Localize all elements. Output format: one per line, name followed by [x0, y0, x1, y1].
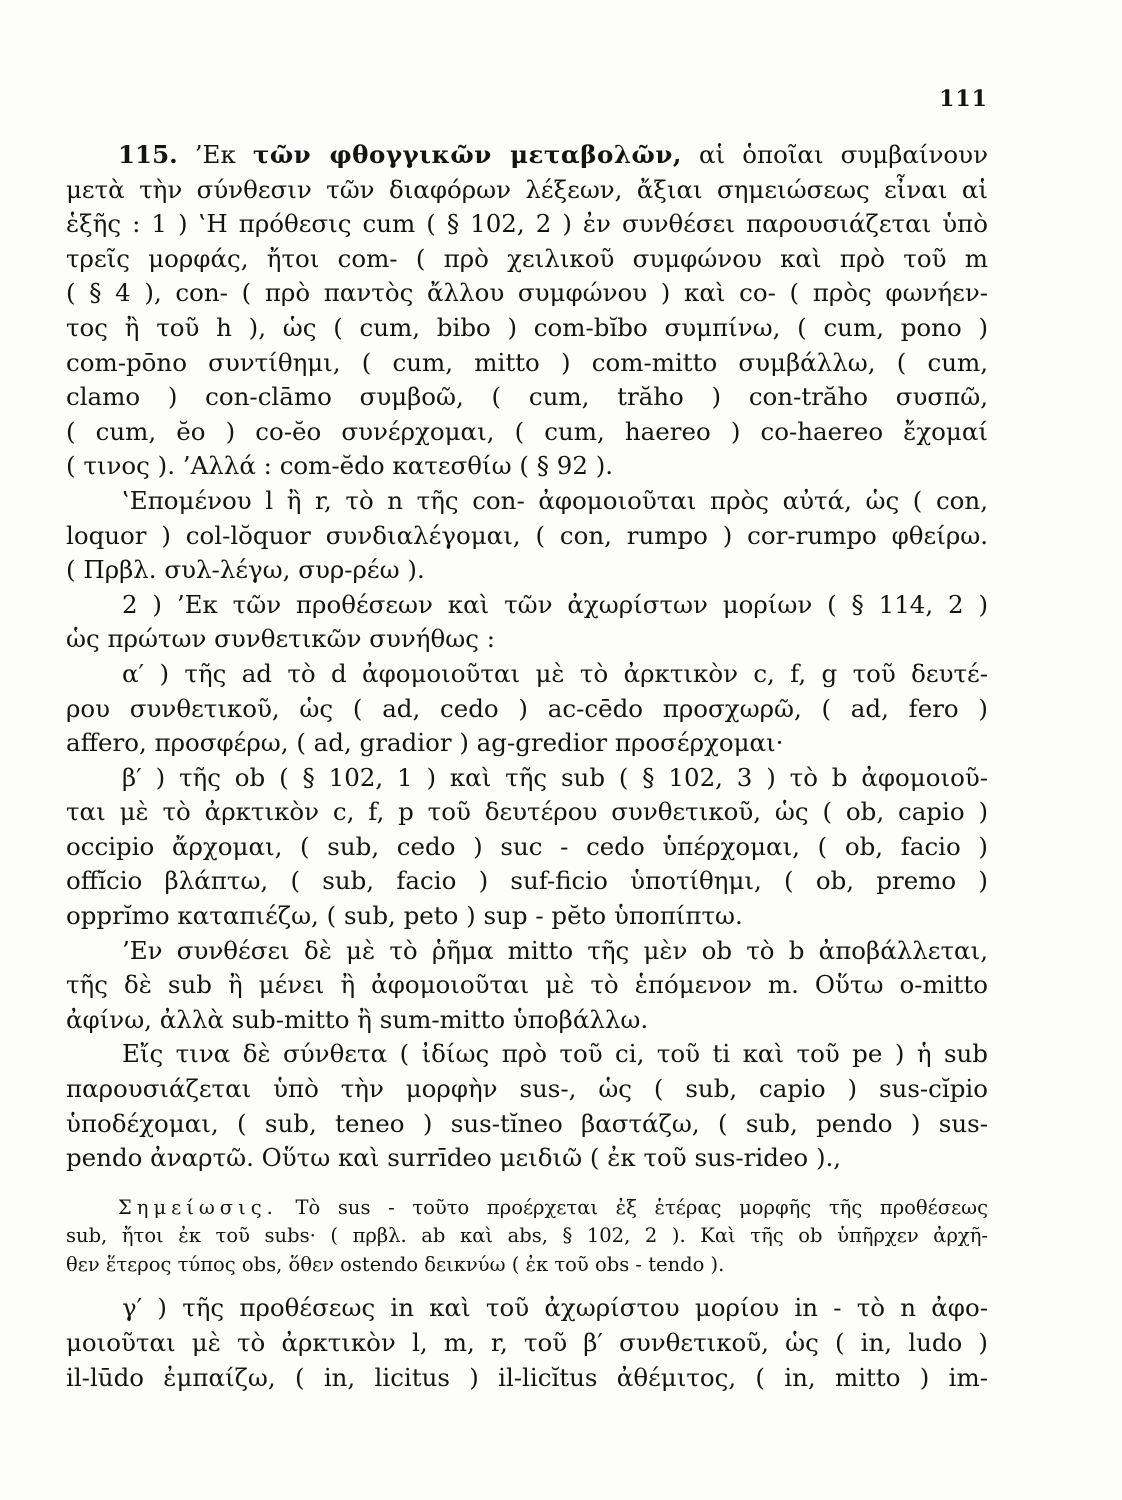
- text-line: ὡς πρώτων συνθετικῶν συνήθως :: [66, 624, 495, 654]
- text-line: ‛Επομένου l ἢ r, τὸ n τῆς con- ἀφομοιοῦται πρὸς αὐτά, ὡς ( con,: [122, 485, 988, 515]
- text-line: offĭcio βλάπτω, ( sub, facio ) suf-ficio ὑποτίθημι, ( ob, premo ): [66, 866, 988, 896]
- note-line: θεν ἕτερος τύπος obs, ὅθεν ostendo δεικνύω ( ἐκ τοῦ obs - tendo ).: [66, 1252, 725, 1276]
- note-line: sub, ἤτοι ἐκ τοῦ subs· ( πρβλ. ab καὶ abs, § 102, 2 ). Καὶ τῆς ob ὑπῆρχεν ἀρχῆ-: [66, 1224, 988, 1248]
- text-line: affero, προσφέρω, ( ad, gradior ) ag-gredior προσέρχομαι·: [66, 728, 784, 758]
- text-line: ρου συνθετικοῦ, ὡς ( ad, cedo ) ac-cēdo προσχωρῶ, ( ad, fero ): [66, 693, 988, 723]
- text-line: τος ἢ τοῦ h ), ὡς ( cum, bibo ) com-bĭbo συμπίνω, ( cum, pono ): [66, 312, 988, 342]
- text-line: β′ ) τῆς ob ( § 102, 1 ) καὶ τῆς sub ( § 102, 3 ) τὸ b ἀφομοιοῦ-: [122, 762, 988, 792]
- section-number: 115.: [118, 140, 178, 169]
- text-line: α′ ) τῆς ad τὸ d ἀφομοιοῦται μὲ τὸ ἀρκτικὸν c, f, g τοῦ δευτέ-: [122, 658, 988, 688]
- text-line: τῆς δὲ sub ἢ μένει ἢ ἀφομοιοῦται μὲ τὸ ἑπόμενον m. Οὕτω o-mitto: [66, 970, 988, 1000]
- text-line: ( τινος ). ’Αλλά : com-ĕdo κατεσθίω ( § 92 ).: [66, 451, 614, 481]
- heading-prefix: ’Εκ: [194, 140, 236, 169]
- text-line: ἑξῆς : 1 ) ‛Η πρόθεσις cum ( § 102, 2 ) ἐν συνθέσει παρουσιάζεται ὑπὸ: [66, 209, 988, 239]
- text-line: clamo ) con-clāmo συμβοῶ, ( cum, trăho ) con-trăho συσπῶ,: [66, 382, 988, 412]
- text-line: ὑποδέχομαι, ( sub, teneo ) sus-tĭneo βαστάζω, ( sub, pendo ) sus-: [66, 1108, 988, 1138]
- text-line: μετὰ τὴν σύνθεσιν τῶν διαφόρων λέξεων, ἄξιαι σημειώσεως εἶναι αἱ: [66, 174, 988, 204]
- text-line: τρεῖς μορφάς, ἤτοι com- ( πρὸ χειλικοῦ συμφώνου καὶ πρὸ τοῦ m: [66, 243, 988, 273]
- text-line: ( Πρβλ. συλ-λέγω, συρ-ρέω ).: [66, 555, 425, 585]
- text-line: ἀφίνω, ἀλλὰ sub-mitto ἢ sum-mitto ὑποβάλλω.: [66, 1004, 649, 1034]
- note-label: Σημείωσις.: [118, 1195, 278, 1219]
- text-line: ’Εν συνθέσει δὲ μὲ τὸ ῥῆμα mitto τῆς μὲν ob τὸ b ἀποβάλλεται,: [122, 935, 988, 965]
- text-line: Εἴς τινα δὲ σύνθετα ( ἰδίως πρὸ τοῦ ci, τοῦ ti καὶ τοῦ pe ) ἡ sub: [122, 1039, 988, 1069]
- text-line: 2 ) ’Εκ τῶν προθέσεων καὶ τῶν ἀχωρίστων μορίων ( § 114, 2 ): [122, 589, 988, 619]
- note-text: Τὸ sus - τοῦτο προέρχεται ἐξ ἑτέρας μορφῆς τῆς προθέσεως: [295, 1195, 988, 1219]
- section-heading-line: [66, 138, 988, 173]
- note-line: [66, 1194, 988, 1223]
- text-line: pendo ἀναρτῶ. Οὕτω καὶ surrīdeo μειδιῶ ( ἐκ τοῦ sus-rideo ).,: [66, 1143, 842, 1173]
- text-line: ται μὲ τὸ ἀρκτικὸν c, f, p τοῦ δευτέρου συνθετικοῦ, ὡς ( ob, capio ): [66, 797, 988, 827]
- text-line: μοιοῦται μὲ τὸ ἀρκτικὸν l, m, r, τοῦ β′ συνθετικοῦ, ὡς ( in, ludo ): [66, 1327, 988, 1357]
- main-text: [66, 138, 988, 1395]
- text-line: ( § 4 ), con- ( πρὸ παντὸς ἄλλου συμφώνου ) καὶ co- ( πρὸς φωνήεν-: [66, 278, 988, 308]
- text-line: loquor ) col-lŏquor συνδιαλέγομαι, ( con, rumpo ) cor-rumpo φθείρω.: [66, 520, 988, 550]
- text-line: γ′ ) τῆς προθέσεως in καὶ τοῦ ἀχωρίστου μορίου in - τὸ n ἀφο-: [122, 1293, 988, 1323]
- text-line: occipio ἄρχομαι, ( sub, cedo ) suc - cedo ὑπέρχομαι, ( ob, facio ): [66, 831, 988, 861]
- section-title: τῶν φθογγικῶν μεταβολῶν,: [252, 140, 682, 169]
- text-line: opprĭmo καταπιέζω, ( sub, peto ) sup - pĕto ὑποπίπτω.: [66, 901, 743, 931]
- text-line: il-lūdo ἐμπαίζω, ( in, licitus ) il-licĭtus ἀθέμιτος, ( in, mitto ) im-: [66, 1362, 988, 1392]
- heading-rest: αἱ ὁποῖαι συμβαίνουν: [698, 140, 988, 169]
- text-line: com-pōno συντίθημι, ( cum, mitto ) com-mitto συμβάλλω, ( cum,: [66, 347, 988, 377]
- page-number: 111: [939, 86, 988, 112]
- text-line: ( cum, ĕo ) co-ĕo συνέρχομαι, ( cum, haereo ) co-haereo ἔχομαί: [66, 416, 988, 446]
- text-line: παρουσιάζεται ὑπὸ τὴν μορφὴν sus-, ὡς ( sub, capio ) sus-cĭpio: [66, 1074, 988, 1104]
